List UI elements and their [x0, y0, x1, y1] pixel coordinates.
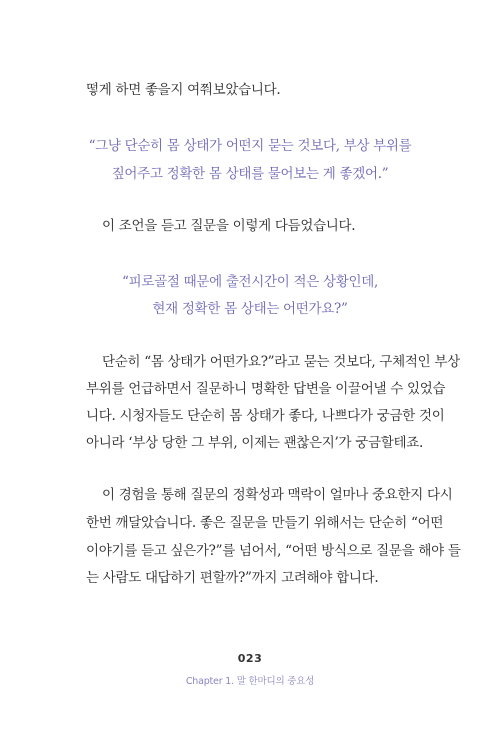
paragraph-2-line-1: 이 조언을 듣고 질문을 이렇게 다듬었습니다. — [102, 218, 356, 234]
quote-2-line-2: 현재 정확한 몸 상태는 어떤가요?” — [152, 301, 348, 317]
paragraph-4-line-4: 는 사람도 대답하기 편할까?”까지 고려해야 합니다. — [86, 570, 379, 586]
paragraph-4-line-2: 한번 깨달았습니다. 좋은 질문을 만들기 위해서는 단순히 “어떤 — [86, 515, 444, 531]
paragraph-3-line-2: 부위를 언급하면서 질문하니 명확한 답변을 이끌어낼 수 있었습 — [86, 381, 446, 397]
quote-2-line-1: “피로골절 때문에 출전시간이 적은 상황인데, — [122, 274, 378, 290]
quote-1-line-1: “그냥 단순히 몸 상태가 어떤지 묻는 것보다, 부상 부위를 — [88, 138, 412, 154]
paragraph-4-line-3: 이야기를 듣고 싶은가?”를 넘어서, “어떤 방식으로 질문을 해야 들 — [86, 543, 461, 559]
page-number: 023 — [237, 652, 263, 665]
paragraph-3-line-3: 니다. 시청자들도 단순히 몸 상태가 좋다, 나쁘다가 궁금한 것이 — [86, 408, 445, 424]
paragraph-intro-line-1: 떻게 하면 좋을지 여쭤보았습니다. — [86, 82, 281, 98]
paragraph-3-line-4: 아니라 ‘부상 당한 그 부위, 이제는 괜찮은지’가 궁금할테죠. — [86, 435, 423, 451]
quote-1-line-2: 짚어주고 정확한 몸 상태를 물어보는 게 좋겠어.” — [111, 166, 389, 182]
paragraph-4-line-1: 이 경험을 통해 질문의 정확성과 맥락이 얼마나 중요한지 다시 — [102, 487, 453, 503]
paragraph-3-line-1: 단순히 “몸 상태가 어떤가요?”라고 묻는 것보다, 구체적인 부상 — [102, 354, 460, 370]
chapter-title: Chapter 1. 말 한마디의 중요성 — [185, 676, 315, 687]
